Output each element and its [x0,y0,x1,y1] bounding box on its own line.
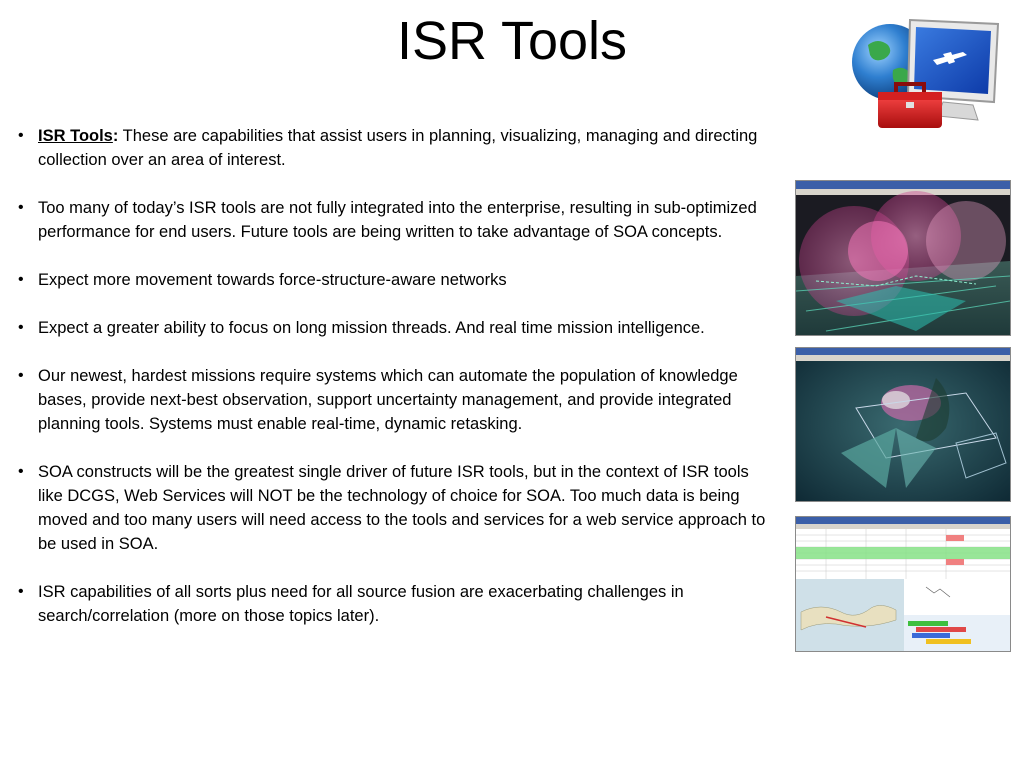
bullet-text: SOA constructs will be the greatest single driver of future ISR tools, but in the context of ISR tools like DCGS, Web Services will NOT be the technology of choice for SOA. Too much data is being moved and too many users will need access to the tools and services for a web service approach to be used in SOA. [38,463,766,553]
bullet-item [16,268,776,292]
bullet-list [16,124,776,652]
bullet-text: Expect a greater ability to focus on long mission threads. And real time mission intelligence. [38,319,705,337]
slide-title: ISR Tools [396,11,628,71]
bullet-item [16,364,776,436]
globe-monitor-toolbox-icon [848,10,1008,135]
bullet-item [16,316,776,340]
bullet-item [16,460,776,556]
terrain-visualization-screenshot [795,347,1011,502]
bullet-text: ISR capabilities of all sorts plus need for all source fusion are exacerbating challenges in search/correlation (more on those topics later). [38,583,684,625]
bullet-marker: • [18,463,24,480]
bullet-marker: • [18,127,24,144]
bullet-marker: • [18,199,24,216]
bullet-text: These are capabilities that assist users in planning, visualizing, managing and directing collection over an area of interest. [38,127,758,169]
bullet-marker: • [18,583,24,600]
bullet-text: Expect more movement towards force-structure-aware networks [38,271,507,289]
bullet-marker: • [18,319,24,336]
sensor-coverage-screenshot [795,180,1011,336]
bullet-marker: • [18,367,24,384]
bullet-marker: • [18,271,24,288]
bullet-item [16,580,776,628]
planning-tool-screenshot [795,516,1011,652]
bullet-text: Our newest, hardest missions require systems which can automate the population of knowledge bases, provide next-best observation, support uncertainty management, and provide integrated planning tools. Systems must enable real-time, dynamic retasking. [38,367,738,433]
bullet-item [16,196,776,244]
bullet-lead-term: ISR Tools [38,127,113,145]
bullet-text: Too many of today’s ISR tools are not fully integrated into the enterprise, resulting in sub-optimized performance for end users. Future tools are being written to take advantage of SOA concepts. [38,199,757,241]
bullet-item: • ISR Tools: These are capabilities that assist users in planning, visualizing, managing and directing collection over an area of interest. [16,124,776,172]
